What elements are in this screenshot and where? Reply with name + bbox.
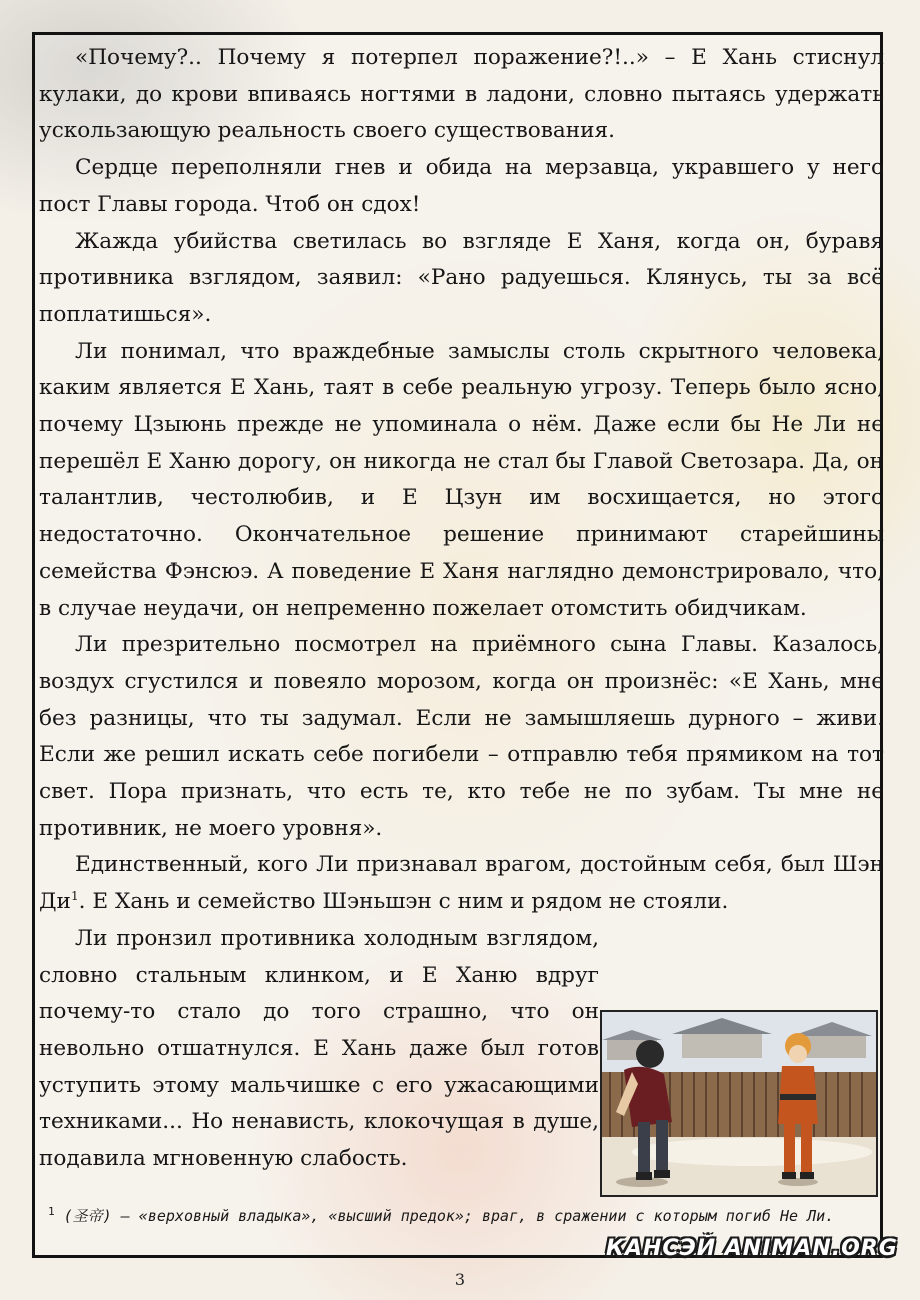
paragraph: Ли презрительно посмотрел на приёмного сына Главы. Казалось, воздух сгустился и повеяло морозом, когда он произнёс: «Е Хань, мне без разницы, что ты задумал. Если не замышляешь дурного – живи. Если же решил искать себе погибели – отправлю тебя прямиком на тот свет. Пора признать, что есть те, кто тебе не по зубам. Ты мне не противник, не моего уровня». [39, 632, 884, 841]
paragraph-text: Единственный, кого Ли признавал врагом, достойным себя, был Шэн Ди [39, 852, 884, 915]
page-number: 3 [454, 1270, 466, 1289]
footnote [48, 1198, 848, 1230]
paragraph: Сердце переполняли гнев и обида на мерзавца, укравшего у него пост Главы города. Чтоб он сдох! [39, 155, 884, 217]
paragraph: Ли понимал, что враждебные замыслы столь скрытного человека, каким является Е Хань, таят в себе реальную угрозу. Теперь было ясно, почему Цзыюнь прежде не упоминала о нём. Даже если бы Не Ли не перешёл Е Ханю дорогу, он никогда не стал бы Главой Светозара. Да, он талантлив, честолюбив, и Е Цзун им восхищается, но этого недостаточно. Окончательное решение принимают старейшины семейства Фэнсюэ. А поведение Е Ханя наглядно демонстрировало, что, в случае неудачи, он непременно пожелает отомстить обидчикам. [39, 338, 884, 621]
translator-credit: КАНСЭЙ ANIMAN.ORG [606, 1236, 898, 1261]
paragraph: Ли пронзил противника холодным взглядом, словно стальным клинком, и Е Ханю вдруг почему-то стало до того страшно, что он невольно отшатнулся. Е Хань даже был готов уступить этому мальчишке с его ужасающими техниками... Но ненависть, клокочущая в душе, подавила мгновенную слабость. [39, 925, 599, 1172]
paragraph: Жажда убийства светилась во взгляде Е Ханя, когда он, буравя противника взглядом, заявил: «Рано радуешься. Клянусь, ты за всё поплатишься». [39, 228, 884, 327]
paragraph: «Почему?.. Почему я потерпел поражение?!..» – Е Хань стиснул кулаки, до крови впиваясь ногтями в ладони, словно пытаясь удержать ускользающую реальность своего существования. [39, 45, 884, 144]
paragraph-text: . Е Хань и семейство Шэньшэн с ним и рядом не стояли. [78, 889, 729, 915]
story-text [39, 40, 884, 1178]
footnote-mark: 1 [48, 1205, 55, 1218]
footnote-reference: 1 [70, 888, 79, 903]
paragraph-with-footnote [39, 847, 884, 920]
footnote-text: (圣帝) – «верховный владыка», «высший предок»; враг, в сражении с которым погиб Не Ли. [63, 1207, 835, 1225]
